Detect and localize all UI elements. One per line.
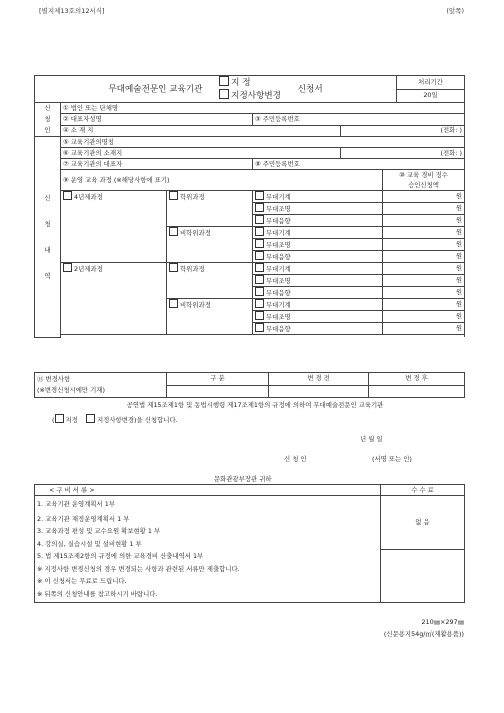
change-category-header: 구 분 [167, 373, 269, 386]
2yr-nondegree-lighting: 무대조명 [253, 311, 383, 323]
4yr-degree-checkbox[interactable] [169, 191, 178, 200]
docs-item: ※ 뒤쪽의 신청안내를 참고하시기 바랍니다. [37, 589, 158, 598]
change-table [34, 372, 465, 398]
fee-label: 수 수 료 [381, 485, 465, 496]
fee-blank [381, 549, 465, 603]
change-after-header: 변 경 후 [369, 373, 465, 386]
fee-cell[interactable]: 원 [383, 239, 465, 251]
docs-item: 1. 교육기관 운영계획서 1부 [37, 500, 115, 508]
fee-header: ⑩ 교육 경비 징수 승인신청액 [383, 170, 465, 191]
institution-rep-field[interactable]: ⑦ 교육기관의 대표자 [61, 159, 253, 170]
4yr-nondegree: 비학위과정 [167, 227, 253, 263]
docs-item: 4. 강의실, 실습시설 및 설비현황 1 부 [37, 539, 142, 548]
docs-header: < 구 비 서 류 > [35, 485, 381, 496]
2yr-nondegree: 비학위과정 [167, 299, 253, 335]
course-2yr-checkbox[interactable] [63, 263, 72, 272]
fee-cell[interactable]: 원 [383, 203, 465, 215]
change-checkbox[interactable] [219, 89, 229, 99]
4yr-degree-lighting: 무대조명 [253, 203, 383, 215]
change-category-cell[interactable] [167, 385, 269, 398]
form-title [35, 76, 397, 103]
course-4yr-checkbox[interactable] [63, 191, 72, 200]
title-main: 무대예술전문인 교육기관 [108, 84, 203, 95]
fee-cell[interactable]: 원 [383, 215, 465, 227]
2yr-degree-sound: 무대음향 [253, 287, 383, 299]
docs-item: ※ 이 신청서는 무료로 드립니다. [37, 577, 127, 585]
docs-item: ※ 지정사항 변경신청의 경우 변경되는 사항과 관련된 서류만 제출합니다. [37, 564, 240, 573]
title-table [34, 75, 465, 103]
change-before-cell[interactable] [269, 385, 369, 398]
change-after-cell[interactable] [369, 385, 465, 398]
fee-cell[interactable]: 원 [383, 275, 465, 287]
courses-header: ⑨ 운영 교육 과정 (※해당사항에 표기) [61, 170, 383, 191]
fee-cell[interactable]: 원 [383, 251, 465, 263]
4yr-nondegree-machine: 무대기계 [253, 227, 383, 239]
rep-name-field[interactable]: ② 대표자성명 [61, 114, 253, 125]
declaration-line1: 공연법 제15조제1항 및 동법시행령 제17조제1항의 규정에 의하여 무대예술전문인 교육기관 [126, 401, 384, 409]
institution-phone-field[interactable]: (전화: ) [341, 148, 465, 159]
processing-period: 20일 [397, 89, 465, 103]
fee-cell[interactable]: 원 [383, 191, 465, 203]
change-label: ⑪ 변경사항 (※변경신청시에만 기재) [35, 373, 167, 398]
docs-list [35, 496, 381, 603]
page-side: (앞쪽) [446, 7, 464, 15]
institution-name-field[interactable]: ⑤ 교육기관의명칭 [61, 137, 465, 148]
designation-checkbox[interactable] [219, 76, 229, 86]
decl-change-checkbox[interactable] [86, 414, 95, 423]
content-side: 신 청 내 역 [35, 137, 61, 338]
4yr-nondegree-checkbox[interactable] [169, 227, 178, 236]
title-opt1: 지 정 [231, 78, 251, 88]
4yr-degree-sound: 무대음향 [253, 215, 383, 227]
fee-cell[interactable]: 원 [383, 323, 465, 335]
addressee: 문화관광부장관 귀하 [214, 475, 272, 483]
2yr-degree-lighting: 무대조명 [253, 275, 383, 287]
course-4yr: 4년제과정 [61, 191, 167, 263]
fee-cell[interactable]: 원 [383, 263, 465, 275]
paper-type: (신문용지54g/㎡(재활용품)) [383, 630, 464, 638]
2yr-degree-machine: 무대기계 [253, 263, 383, 275]
address-field[interactable]: ④ 소 재 지 [61, 125, 341, 136]
2yr-degree: 학위과정 [167, 263, 253, 299]
fee-cell[interactable]: 원 [383, 299, 465, 311]
applicant-side: 신 청 인 [35, 103, 61, 137]
institution-rep-id-field[interactable]: ⑧ 주민등록번호 [253, 159, 465, 170]
processing-label: 처리기간 [397, 76, 465, 90]
decl-designation-checkbox[interactable] [55, 414, 64, 423]
docs-item: 3. 교육과정 편성 및 교수요원 확보현황 1 부 [37, 527, 161, 535]
spacer [61, 335, 465, 338]
2yr-nondegree-sound: 무대음향 [253, 323, 383, 335]
4yr-degree-machine: 무대기계 [253, 191, 383, 203]
fee-cell[interactable]: 원 [383, 311, 465, 323]
2yr-degree-checkbox[interactable] [169, 263, 178, 272]
fee-cell[interactable]: 원 [383, 287, 465, 299]
phone-field[interactable]: (전화: ) [341, 125, 465, 136]
rep-id-field[interactable]: ③ 주민등록번호 [253, 114, 465, 125]
docs-table [34, 484, 465, 603]
main-table [34, 102, 465, 338]
title-opt2: 지정사항변경 [231, 91, 281, 101]
course-2yr: 2년제과정 [61, 263, 167, 335]
title-suffix: 신청서 [297, 84, 323, 95]
signature-field[interactable]: (서명 또는 인) [372, 455, 412, 463]
4yr-degree: 학위과정 [167, 191, 253, 227]
4yr-nondegree-lighting: 무대조명 [253, 239, 383, 251]
date-line[interactable]: 년 월 일 [360, 435, 383, 443]
change-before-header: 변 경 전 [269, 373, 369, 386]
org-name-field[interactable]: ① 법인 또는 단체명 [61, 103, 465, 114]
2yr-nondegree-checkbox[interactable] [169, 299, 178, 308]
fee-cell[interactable]: 원 [383, 227, 465, 239]
docs-item: 5. 법 제15조제2항의 규정에 의한 교육경비 산출내역서 1부 [37, 552, 204, 560]
2yr-nondegree-machine: 무대기계 [253, 299, 383, 311]
4yr-nondegree-sound: 무대음향 [253, 251, 383, 263]
paper-size: 210㎜×297㎜ [421, 618, 464, 626]
institution-address-field[interactable]: ⑥ 교육기관의 소재지 [61, 148, 341, 159]
docs-item: 2. 교육기관 재정운영계획서 1 부 [37, 514, 130, 523]
form-number: [별지제13호의12서식] [39, 7, 105, 15]
declaration-line2: ( 지정 지정사항변경)을 신청합니다. [52, 416, 178, 424]
fee-value: 없 음 [381, 496, 465, 550]
applicant-label: 신 청 인 [284, 455, 307, 463]
